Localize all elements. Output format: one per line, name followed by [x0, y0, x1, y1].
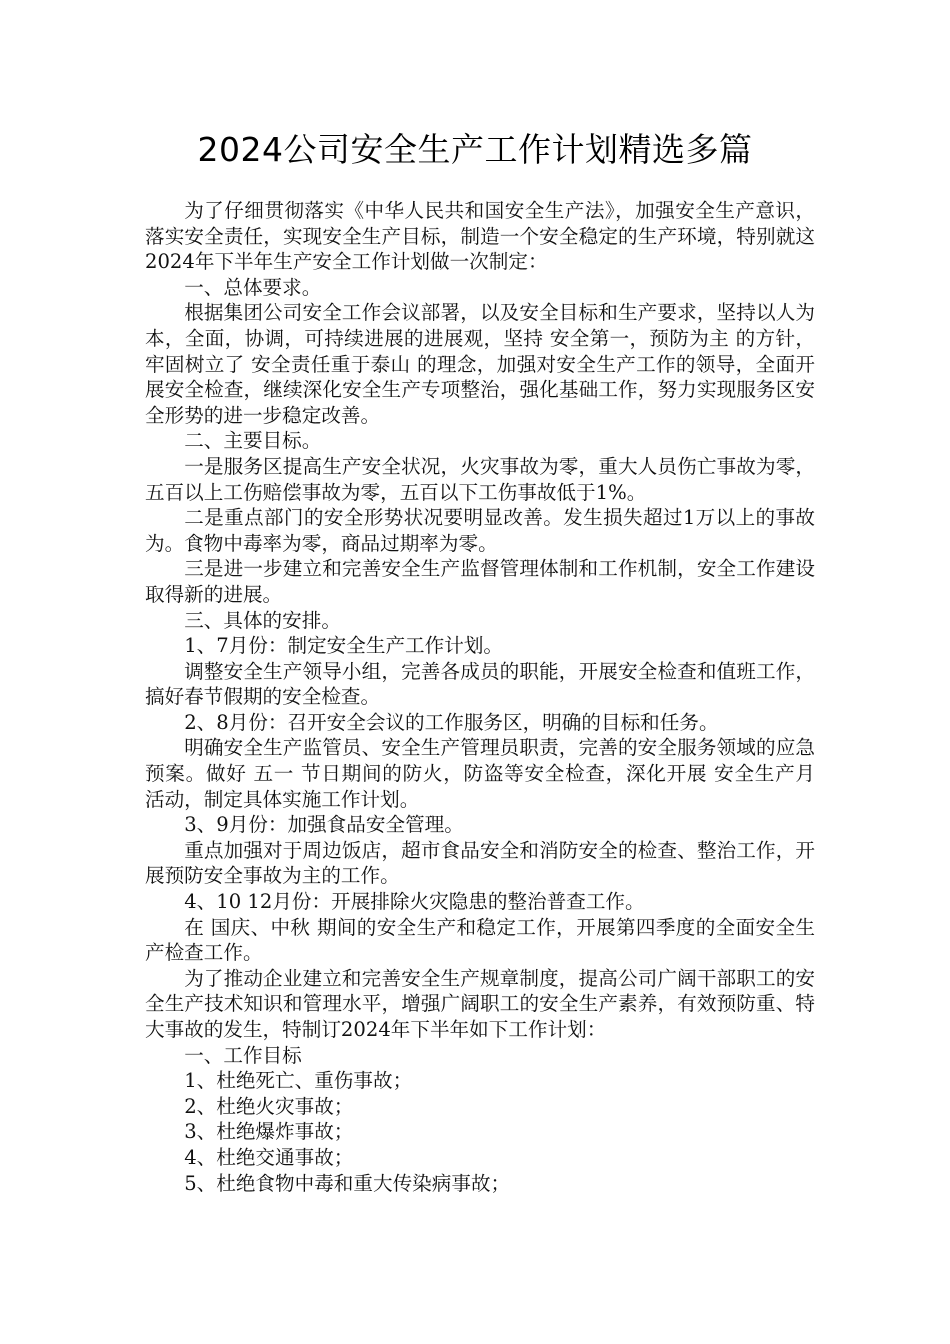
section-heading-work-goals: 一、工作目标: [184, 1043, 302, 1067]
section-heading-overall-requirements: 一、总体要求。: [184, 275, 322, 299]
list-item-goal-no-explosion: 3、杜绝爆炸事故；: [184, 1120, 354, 1144]
document-title: 2024公司安全生产工作计划精选多篇: [197, 130, 753, 169]
list-item-september: 3、9月份：加强食品安全管理。: [184, 813, 464, 837]
list-item-goal-no-death: 1、杜绝死亡、重伤事故；: [184, 1069, 413, 1093]
list-item-goal-no-traffic: 4、杜绝交通事故；: [184, 1145, 354, 1169]
list-item-august: 2、8月份：召开安全会议的工作服务区，明确的目标和任务。: [184, 710, 719, 734]
paragraph-overall-requirements: 根据集团公司安全工作会议部署，以及安全目标和生产要求，坚持以人为本，全面，协调，可持续进展的进展观，坚持 安全第一，预防为主 的方针，牢固树立了 安全责任重于泰山 的理念，加强对安全生产工作的领导，全面开展安全检查，继续深化安全生产专项整治，强化基础工作，努力实现服务区安全形势的进一步稳定改善。: [145, 301, 815, 427]
paragraph-august-detail: 明确安全生产监管员、安全生产管理员职责，完善的安全服务领域的应急预案。做好 五一 节日期间的防火，防盗等安全检查，深化开展 安全生产月 活动，制定具体实施工作计划。: [145, 736, 815, 811]
paragraph-july-detail: 调整安全生产领导小组，完善各成员的职能，开展安全检查和值班工作，搞好春节假期的安全检查。: [145, 659, 815, 709]
list-item-goal-no-poisoning: 5、杜绝食物中毒和重大传染病事故；: [184, 1171, 511, 1195]
paragraph-intro: 为了仔细贯彻落实《中华人民共和国安全生产法》，加强安全生产意识，落实安全责任，实现安全生产目标，制造一个安全稳定的生产环境，特别就这2024年下半年生产安全工作计划做一次制定：: [145, 199, 815, 274]
list-item-goal-no-fire: 2、杜绝火灾事故；: [184, 1094, 354, 1118]
paragraph-second-plan-intro: 为了推动企业建立和完善安全生产规章制度，提高公司广阔干部职工的安全生产技术知识和管理水平，增强广阔职工的安全生产素养，有效预防重、特大事故的发生，特制订2024年下半年如下工作计划：: [145, 966, 815, 1041]
paragraph-goal-2: 二是重点部门的安全形势状况要明显改善。发生损失超过1万以上的事故为。食物中毒率为零，商品过期率为零。: [145, 506, 815, 555]
paragraph-october-december-detail: 在 国庆、中秋 期间的安全生产和稳定工作，开展第四季度的全面安全生产检查工作。: [145, 915, 815, 965]
list-item-july: 1、7月份：制定安全生产工作计划。: [184, 634, 504, 658]
section-heading-main-goals: 二、主要目标。: [184, 429, 322, 453]
document-body: [145, 198, 815, 1196]
paragraph-goal-1: 一是服务区提高生产安全状况，火灾事故为零，重大人员伤亡事故为零，五百以上工伤赔偿事故为零，五百以下工伤事故低于1%。: [145, 454, 815, 504]
paragraph-goal-3: 三是进一步建立和完善安全生产监督管理体制和工作机制，安全工作建设取得新的进展。: [145, 557, 815, 606]
section-heading-arrangements: 三、具体的安排。: [184, 608, 341, 632]
list-item-october-december: 4、10 12月份：开展排除火灾隐患的整治普查工作。: [184, 890, 645, 914]
paragraph-september-detail: 重点加强对于周边饭店，超市食品安全和消防安全的检查、整治工作，开展预防安全事故为主的工作。: [145, 838, 815, 888]
